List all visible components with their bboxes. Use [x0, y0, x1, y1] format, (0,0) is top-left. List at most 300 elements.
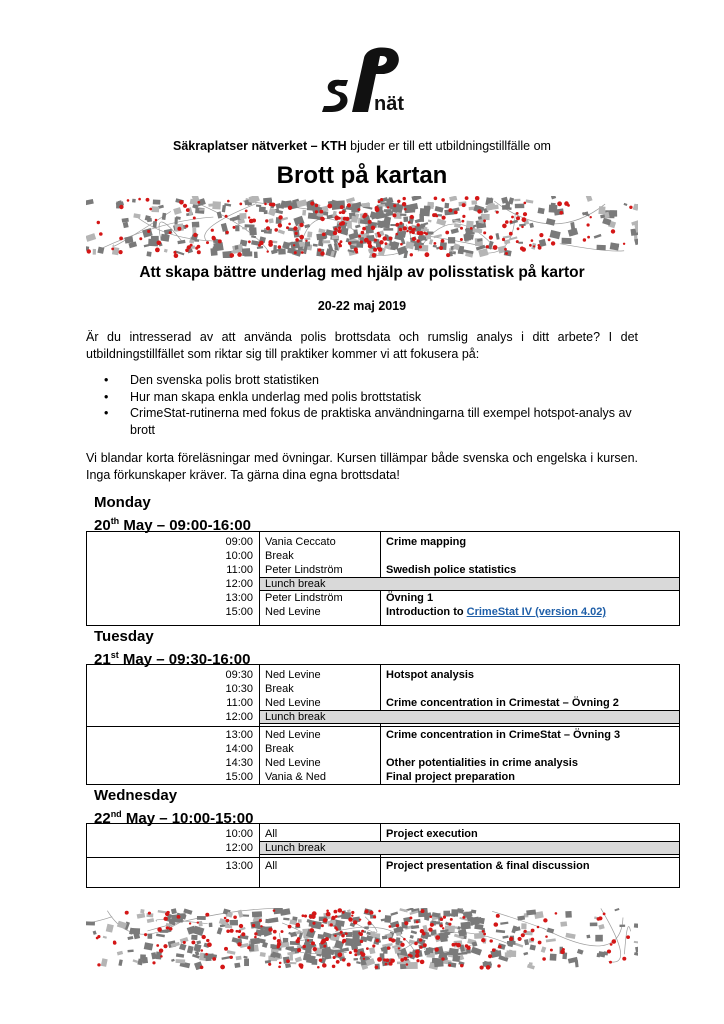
map-building: [546, 218, 556, 226]
map-building: [164, 249, 168, 253]
crime-dot: [226, 231, 229, 234]
list-item: • Hur man skapa enkla underlag med polis brottstatisk: [100, 389, 640, 406]
crime-dot: [406, 963, 409, 966]
crime-dot: [313, 947, 317, 951]
map-building: [270, 944, 274, 948]
map-building: [507, 941, 516, 945]
crime-dot: [524, 202, 527, 205]
map-building: [393, 927, 403, 934]
crime-dot: [414, 942, 418, 945]
crime-dot: [268, 240, 272, 244]
crime-dot: [201, 949, 204, 952]
map-building: [451, 909, 458, 916]
map-building: [523, 952, 528, 956]
crime-dot: [312, 922, 315, 925]
crime-dot: [416, 920, 419, 923]
crime-dot: [373, 248, 377, 252]
map-building: [234, 963, 240, 968]
time-cell: 11:00: [226, 564, 253, 576]
crime-dot: [299, 963, 304, 968]
crime-dot: [622, 957, 626, 961]
day-heading-tuesday: [94, 627, 250, 669]
crime-dot: [498, 945, 502, 948]
list-item: • CrimeStat-rutinerna med fokus de praktiska användningarna till exempel hotspot-analys av brott: [100, 405, 640, 438]
crime-dot: [197, 921, 199, 923]
crime-dot: [322, 233, 326, 237]
crime-dot: [385, 963, 388, 966]
map-building: [524, 939, 529, 945]
crime-dot: [155, 248, 160, 253]
table-row: [87, 756, 679, 770]
crime-dot: [226, 930, 230, 933]
crime-dot: [357, 208, 360, 211]
map-building: [634, 941, 638, 944]
crime-dot: [483, 219, 486, 222]
map-building: [634, 923, 638, 928]
crime-dot: [389, 237, 393, 241]
speaker-cell: Ned Levine: [265, 669, 321, 681]
crime-dot: [363, 213, 367, 217]
crime-dot: [415, 950, 420, 954]
section-divider: [87, 857, 679, 858]
crime-dot: [587, 223, 590, 226]
crime-dot: [294, 251, 297, 254]
map-building: [610, 210, 617, 216]
page-title: Brott på kartan: [276, 162, 448, 189]
crime-dot: [273, 930, 277, 934]
map-building: [496, 233, 500, 240]
map-building: [521, 923, 526, 929]
crime-dot: [460, 964, 464, 967]
crime-dot: [434, 197, 438, 201]
crime-dot: [494, 922, 499, 926]
crime-dot: [441, 239, 445, 243]
crime-dot: [218, 239, 222, 243]
crime-dot: [583, 238, 586, 241]
crime-dot: [157, 241, 162, 246]
map-building: [191, 935, 197, 940]
crime-dot: [504, 248, 507, 251]
map-building: [127, 936, 133, 940]
day-date: 20th May – 09:00-16:00: [94, 516, 251, 534]
crime-dot: [307, 939, 309, 941]
table-row: [87, 591, 679, 605]
section-divider: [87, 726, 679, 727]
crime-dot: [233, 226, 236, 229]
map-building: [161, 234, 170, 242]
crime-dot: [460, 238, 463, 241]
map-building: [283, 918, 289, 921]
crime-dot: [315, 210, 318, 213]
map-building: [278, 229, 285, 234]
crime-dot: [152, 961, 155, 964]
crime-dot: [623, 243, 625, 245]
crime-dot: [146, 198, 150, 202]
map-building: [400, 214, 406, 217]
crime-dot: [340, 205, 344, 209]
crime-dot: [403, 226, 407, 230]
crime-dot: [486, 245, 489, 248]
crime-dot: [260, 925, 262, 927]
speaker-cell: Break: [265, 743, 294, 755]
crime-dot: [239, 924, 243, 928]
crime-dot: [531, 239, 534, 242]
crime-dot: [361, 231, 365, 235]
crime-dot: [400, 958, 404, 962]
crime-dot: [486, 965, 491, 969]
crime-dot: [278, 215, 282, 219]
crime-dot: [524, 930, 527, 933]
map-building: [428, 220, 432, 223]
crime-dot: [288, 223, 291, 226]
map-building: [382, 936, 387, 940]
crime-dot: [295, 238, 299, 242]
map-building: [232, 937, 239, 943]
crime-dot: [351, 911, 354, 914]
day-date: 21st May – 09:30-16:00: [94, 650, 251, 668]
map-building: [448, 237, 455, 243]
map-building: [151, 206, 159, 212]
map-building: [199, 208, 204, 211]
speaker-cell: Vania Ceccato: [265, 536, 336, 548]
crime-dot: [271, 203, 275, 207]
time-cell: 10:00: [225, 550, 253, 562]
crime-dot: [516, 212, 519, 215]
crime-dot: [590, 216, 592, 218]
map-building: [221, 223, 228, 232]
map-building: [217, 211, 222, 218]
speaker-cell: Break: [265, 683, 294, 695]
map-building: [551, 196, 556, 199]
map-road: [113, 211, 171, 246]
map-building: [346, 197, 355, 203]
map-building: [634, 952, 638, 957]
day-name: Wednesday: [94, 787, 178, 804]
map-building: [93, 249, 96, 255]
crime-dot: [511, 216, 514, 219]
crime-dot: [97, 935, 100, 938]
map-building: [177, 240, 185, 245]
crime-dot: [538, 246, 542, 250]
map-building: [565, 911, 572, 918]
day-date: 22nd May – 10:00-15:00: [94, 809, 254, 827]
map-building: [474, 924, 483, 930]
map-building: [452, 955, 460, 962]
map-building: [461, 922, 471, 930]
crime-dot: [434, 242, 437, 245]
map-building: [142, 957, 148, 964]
map-road: [543, 917, 623, 945]
crime-dot: [521, 226, 524, 229]
crime-dot: [610, 943, 613, 946]
time-cell: 09:30: [225, 669, 253, 681]
crime-dot: [339, 222, 343, 226]
crime-dot: [462, 916, 465, 919]
crime-dot: [264, 203, 267, 206]
crime-dot: [560, 950, 565, 954]
map-building: [176, 953, 184, 957]
crime-dot: [340, 931, 343, 934]
map-building: [438, 214, 442, 217]
map-building: [429, 239, 433, 245]
map-building: [478, 216, 482, 219]
course-dates: 20-22 maj 2019: [317, 299, 407, 313]
map-building: [260, 952, 266, 957]
map-building: [236, 956, 242, 961]
crime-dot: [415, 954, 419, 958]
map-building: [463, 233, 471, 241]
lunch-row: [87, 841, 679, 855]
crime-dot: [342, 941, 345, 944]
map-building: [332, 235, 339, 239]
crime-dot: [379, 240, 383, 244]
crime-dot: [387, 947, 390, 950]
crime-dot: [406, 230, 408, 232]
crime-dot: [510, 220, 513, 223]
crime-dot: [149, 208, 152, 211]
crime-dot: [97, 963, 100, 966]
crime-dot: [397, 200, 400, 203]
crime-dot: [475, 196, 480, 201]
map-building: [222, 205, 226, 212]
map-building: [235, 225, 239, 231]
table-row: [87, 770, 679, 784]
map-building: [193, 944, 201, 952]
map-building: [433, 245, 437, 248]
map-building: [131, 928, 140, 934]
topic-list: [100, 372, 640, 438]
crime-dot: [273, 909, 276, 912]
crime-dot: [361, 930, 364, 933]
crime-dot: [305, 240, 307, 242]
crime-dot: [274, 228, 278, 232]
crime-dot: [342, 958, 345, 961]
crime-dot: [612, 939, 617, 943]
crime-dot: [403, 938, 406, 941]
crime-dot: [523, 212, 527, 216]
map-road: [624, 927, 630, 955]
map-building: [171, 908, 177, 914]
crime-dot: [542, 957, 546, 960]
crime-dot: [400, 943, 404, 947]
map-building: [349, 232, 360, 240]
crime-dot: [368, 220, 372, 224]
map-building: [153, 200, 161, 205]
map-building: [307, 231, 312, 237]
time-cell: 10:30: [225, 683, 253, 695]
crime-dot: [369, 911, 373, 915]
crime-dot: [277, 945, 280, 948]
crime-dot: [320, 217, 324, 221]
format-paragraph: Vi blandar korta föreläsningar med övningar. Kursen tillämpar både svenska och engelska i kursen. Inga förkunskaper kräver. Ta gärna dina egna brottsdata!: [86, 451, 638, 482]
crime-dot: [245, 210, 248, 213]
crime-dot: [177, 915, 181, 919]
crime-dot: [408, 226, 412, 230]
crime-dot: [347, 963, 351, 967]
map-building: [147, 918, 155, 923]
map-building: [502, 935, 508, 938]
map-building: [505, 952, 511, 957]
crime-dot: [492, 948, 496, 951]
crime-dot: [191, 940, 195, 944]
map-building: [318, 934, 325, 939]
map-building: [390, 911, 398, 915]
crime-dot: [442, 927, 444, 929]
crime-dot: [545, 935, 548, 938]
map-building: [268, 917, 278, 923]
map-building: [364, 926, 368, 929]
crime-dot: [465, 196, 469, 200]
crime-dot: [205, 953, 208, 956]
crime-dot: [266, 226, 270, 230]
map-building: [496, 930, 505, 934]
crime-dot: [279, 962, 282, 965]
table-row: [87, 827, 679, 841]
crime-dot: [351, 914, 353, 916]
crime-dot: [439, 246, 443, 250]
map-building: [117, 921, 127, 929]
spnat-logo: [318, 42, 414, 114]
table-row: [87, 668, 679, 682]
crime-dot: [531, 929, 535, 933]
crime-dot: [338, 952, 343, 957]
crime-dot: [190, 244, 193, 247]
crime-dot: [224, 917, 227, 920]
map-building: [518, 242, 523, 244]
map-building: [128, 950, 134, 953]
crime-dot: [302, 914, 305, 917]
map-building: [144, 244, 150, 247]
map-building: [351, 216, 358, 223]
crime-map-banner-bottom: [86, 908, 638, 972]
crime-dot: [555, 912, 558, 915]
crime-dot: [477, 209, 481, 213]
crime-dot: [462, 215, 465, 218]
map-building: [354, 958, 359, 960]
crime-dot: [443, 916, 446, 919]
map-building: [562, 238, 572, 244]
crime-dot: [348, 242, 351, 245]
crime-dot: [375, 965, 379, 968]
crimestat-link[interactable]: CrimeStat IV (version 4.02): [466, 606, 607, 618]
crime-dot: [177, 227, 181, 231]
map-building: [144, 942, 154, 950]
crime-dot: [417, 223, 420, 226]
map-building: [388, 197, 392, 202]
crime-dot: [138, 198, 141, 201]
crime-dot: [366, 947, 369, 950]
crime-dot: [497, 964, 500, 967]
map-building: [369, 947, 376, 954]
map-building: [517, 915, 525, 920]
crime-dot: [227, 200, 230, 203]
crime-dot: [310, 928, 315, 932]
map-building: [244, 959, 249, 966]
crime-dot: [156, 944, 159, 947]
crime-dot: [248, 216, 250, 218]
map-building: [244, 251, 252, 256]
time-cell: 15:00: [225, 606, 253, 618]
crime-dot: [408, 221, 411, 224]
list-item: • Den svenska polis brott statistiken: [100, 372, 640, 389]
map-building: [575, 960, 579, 967]
crime-dot: [516, 240, 519, 243]
crime-dot: [440, 918, 443, 921]
speaker-cell: Break: [265, 550, 294, 562]
crime-dot: [296, 923, 301, 927]
crime-dot: [342, 911, 345, 914]
crime-dot: [278, 965, 281, 968]
crime-dot: [378, 910, 381, 913]
map-building: [117, 951, 123, 956]
crime-dot: [212, 236, 216, 240]
crime-dot: [531, 938, 535, 941]
crime-dot: [220, 965, 225, 970]
crime-dot: [448, 923, 451, 926]
crime-dot: [331, 916, 335, 920]
crime-dot: [286, 959, 290, 963]
time-cell: 09:00: [225, 536, 253, 548]
crime-dot: [163, 944, 167, 948]
crime-dot: [448, 208, 452, 212]
map-building: [410, 935, 414, 939]
crime-dot: [470, 227, 473, 230]
crime-dot: [334, 910, 338, 914]
map-building: [250, 938, 260, 945]
crime-dot: [445, 231, 449, 235]
crime-dot: [496, 211, 499, 214]
crime-dot: [230, 253, 235, 258]
crime-dot: [323, 945, 326, 948]
map-building: [217, 927, 223, 934]
crime-dot: [319, 958, 323, 961]
crime-dot: [320, 251, 324, 255]
crime-dot: [311, 941, 315, 945]
crime-dot: [441, 198, 445, 202]
crime-dot: [281, 930, 284, 933]
map-building: [242, 227, 247, 230]
crime-dot: [193, 217, 196, 220]
map-building: [268, 208, 276, 216]
crime-dot: [442, 216, 446, 220]
crime-dot: [338, 217, 341, 220]
map-building: [118, 959, 122, 966]
crime-dot: [267, 250, 269, 252]
crime-dot: [372, 253, 377, 258]
map-building: [322, 240, 330, 243]
crime-dot: [482, 930, 485, 933]
crime-dot: [179, 200, 184, 205]
time-cell: 12:00: [225, 578, 253, 590]
crime-dot: [334, 935, 337, 938]
crime-dot: [509, 937, 513, 941]
map-building: [565, 933, 575, 939]
map-building: [451, 228, 459, 234]
table-row: [87, 549, 679, 563]
crime-dot: [422, 932, 426, 935]
crime-dot: [97, 221, 100, 224]
map-building: [133, 959, 139, 963]
map-building: [123, 222, 129, 228]
map-building: [586, 935, 590, 939]
crime-dot: [626, 935, 630, 939]
crime-dot: [389, 925, 392, 928]
crime-dot: [164, 917, 168, 921]
crime-dot: [456, 943, 461, 948]
topic-cell: Other potentialities in crime analysis: [386, 757, 578, 769]
time-cell: 14:00: [225, 743, 253, 755]
speaker-cell: Vania & Ned: [265, 771, 326, 783]
